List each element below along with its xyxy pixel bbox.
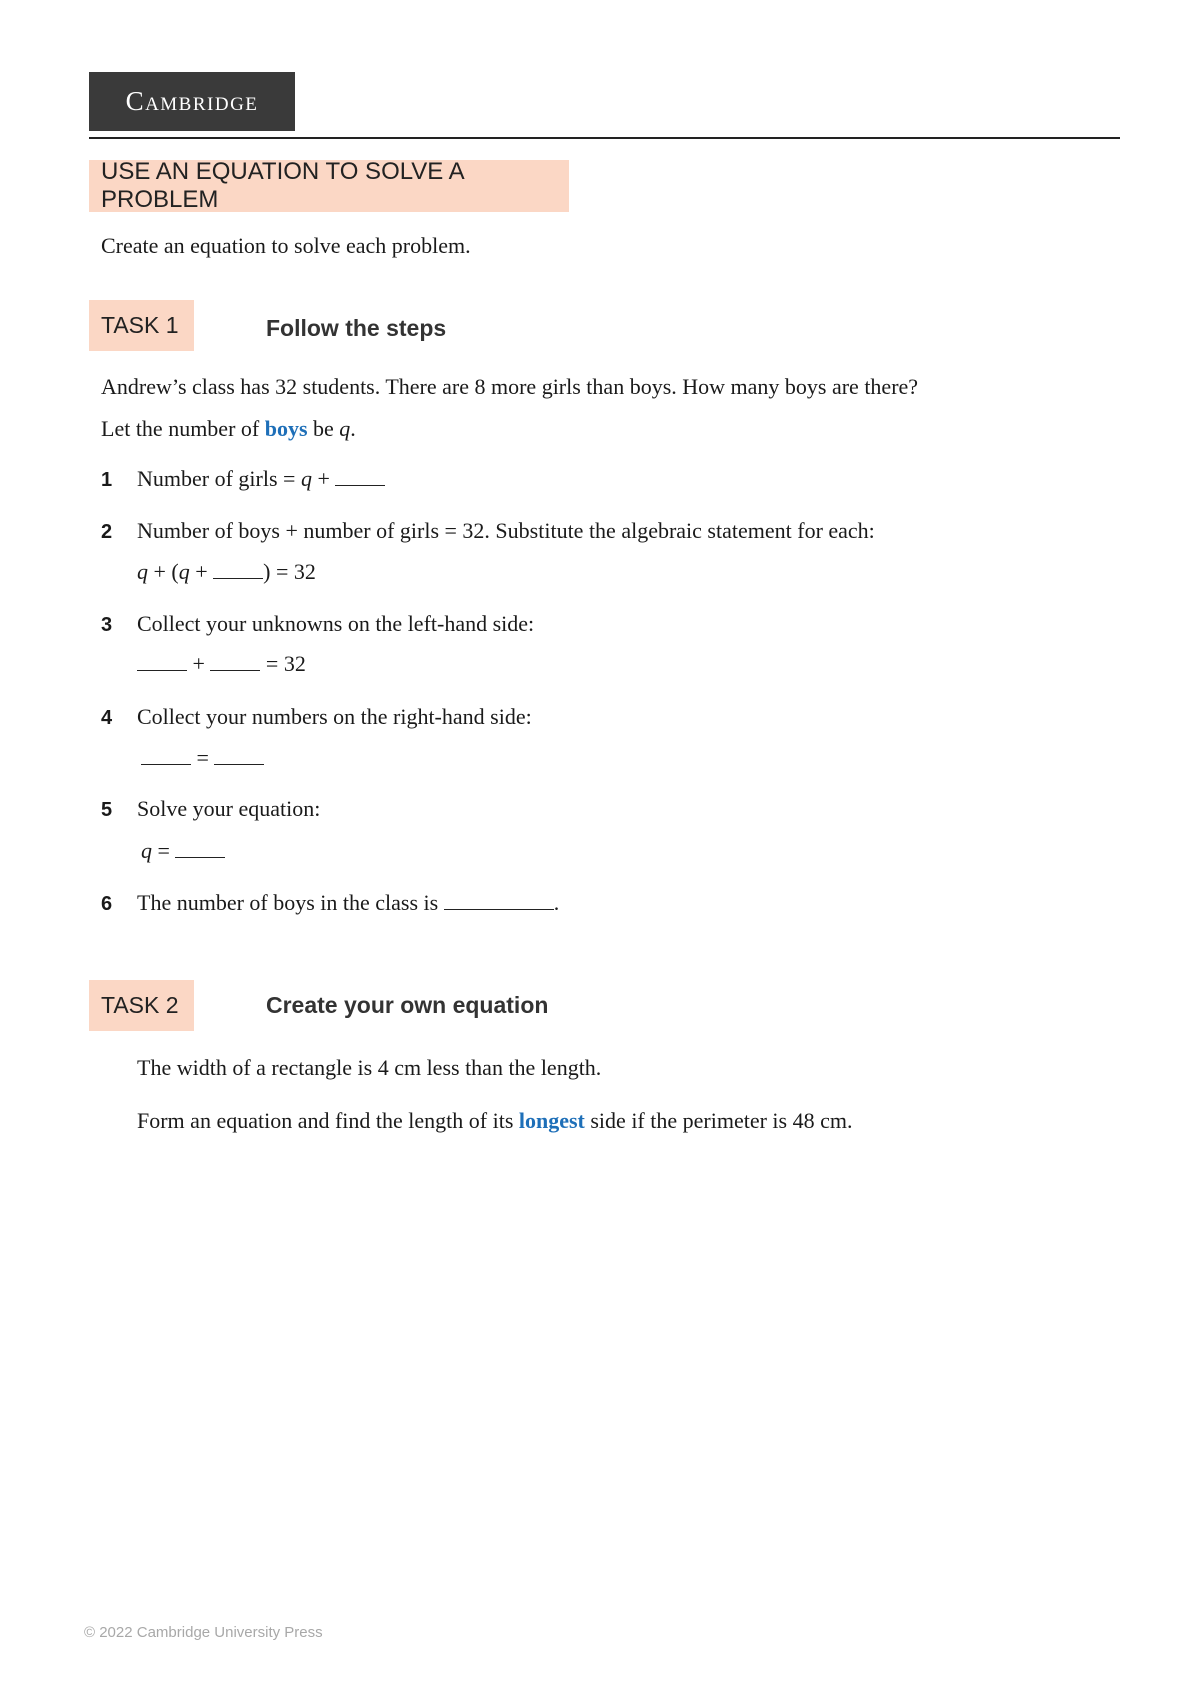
answer-blank[interactable]	[335, 467, 385, 486]
step-5-text: Solve your equation:	[137, 796, 321, 821]
step-number: 5	[101, 799, 113, 821]
eq-var: q	[141, 838, 152, 863]
header-rule	[89, 137, 1120, 139]
task1-title: Follow the steps	[266, 315, 447, 341]
step-1-text-a: Number of girls =	[137, 466, 301, 491]
task2-tag: TASK 2	[89, 980, 194, 1031]
step-4-equation	[141, 745, 264, 771]
step-1-var: q	[300, 466, 312, 491]
step-6-end: .	[553, 890, 560, 915]
step-4-text: Collect your numbers on the right-hand side:	[137, 704, 532, 729]
eq-var: q	[137, 559, 148, 584]
answer-blank[interactable]	[175, 839, 225, 858]
let-highlight: boys	[264, 416, 308, 441]
answer-blank[interactable]	[210, 652, 260, 671]
step-4	[101, 704, 532, 730]
step-1	[101, 466, 385, 492]
intro-text: Create an equation to solve each problem.	[101, 233, 471, 258]
task1-problem: Andrew’s class has 32 students. There are 8 more girls than boys. How many boys are there?	[101, 374, 919, 399]
task1-let-line	[101, 416, 356, 442]
page-title: USE AN EQUATION TO SOLVE A PROBLEM	[89, 160, 569, 212]
step-2-text: Number of boys + number of girls = 32. Substitute the algebraic statement for each:	[137, 518, 875, 543]
let-mid: be	[307, 416, 340, 441]
answer-blank[interactable]	[444, 891, 554, 910]
eq-plus: +	[189, 559, 214, 584]
answer-blank[interactable]	[214, 746, 264, 765]
cambridge-logo: Cambridge	[89, 72, 295, 131]
eq-equals: = 32	[260, 651, 306, 676]
step-number: 3	[101, 614, 113, 636]
line2-prefix: Form an equation and find the length of its	[137, 1108, 519, 1133]
step-number: 2	[101, 521, 113, 543]
eq-var: q	[178, 559, 190, 584]
answer-blank[interactable]	[141, 746, 191, 765]
step-3	[101, 611, 534, 637]
step-2-equation	[137, 559, 316, 585]
task1-tag: TASK 1	[89, 300, 194, 351]
step-5-equation	[141, 838, 225, 864]
eq-plus: +	[187, 651, 211, 676]
step-1-text-b: +	[311, 466, 336, 491]
step-3-text: Collect your unknowns on the left-hand side:	[137, 611, 535, 636]
step-6	[101, 890, 559, 916]
let-var: q	[339, 416, 351, 441]
step-6-text: The number of boys in the class is	[137, 890, 444, 915]
step-number: 1	[101, 469, 113, 491]
task2-line2	[137, 1108, 852, 1134]
line2-highlight: longest	[518, 1108, 585, 1133]
step-5	[101, 796, 320, 822]
let-end: .	[350, 416, 356, 441]
step-2	[101, 518, 875, 544]
step-3-equation	[137, 651, 306, 677]
line2-suffix: side if the perimeter is 48 cm.	[584, 1108, 853, 1133]
step-number: 4	[101, 707, 113, 729]
eq-equals: =	[152, 838, 176, 863]
task2-title: Create your own equation	[266, 992, 549, 1018]
let-prefix: Let the number of	[101, 416, 265, 441]
eq-close: ) = 32	[263, 559, 316, 584]
eq-plus-open: + (	[148, 559, 179, 584]
step-number: 6	[101, 893, 113, 915]
task2-line1: The width of a rectangle is 4 cm less than the length.	[137, 1055, 602, 1080]
answer-blank[interactable]	[137, 652, 187, 671]
eq-equals: =	[191, 745, 215, 770]
copyright-footer: © 2022 Cambridge University Press	[84, 1624, 323, 1641]
answer-blank[interactable]	[213, 560, 263, 579]
